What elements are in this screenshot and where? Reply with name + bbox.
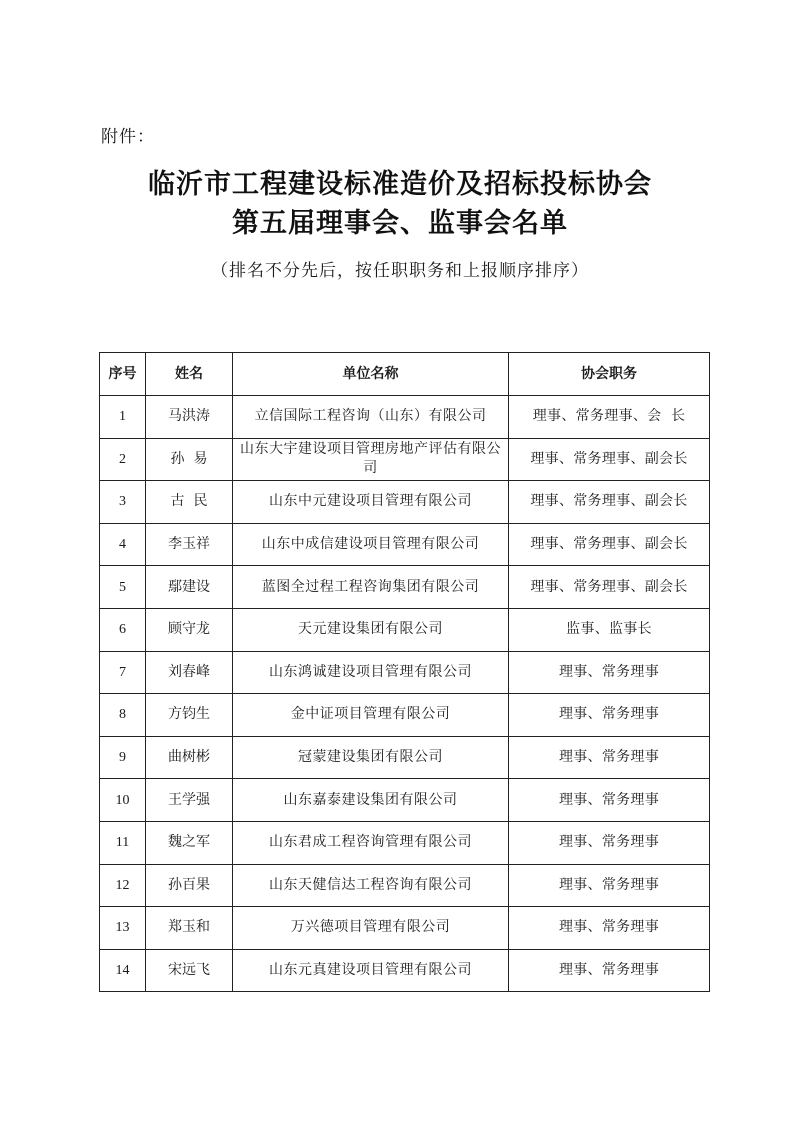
member-position: 理事、常务理事、副会长 [509, 566, 710, 609]
member-name: 魏之军 [146, 821, 233, 864]
member-position: 理事、常务理事、副会长 [509, 481, 710, 524]
member-organization: 万兴德项目管理有限公司 [233, 907, 509, 950]
document-title-line1: 临沂市工程建设标准造价及招标投标协会 [148, 169, 652, 200]
member-name: 刘春峰 [146, 651, 233, 694]
header-serial-number: 序号 [100, 353, 146, 396]
member-name: 宋远飞 [146, 949, 233, 992]
row-number: 10 [100, 779, 146, 822]
member-position: 理事、常务理事、副会长 [509, 438, 710, 481]
member-position: 理事、常务理事 [509, 651, 710, 694]
member-name: 孙百果 [146, 864, 233, 907]
table-row [100, 736, 710, 779]
table-header-row [100, 353, 710, 396]
row-number: 1 [100, 396, 146, 439]
document-subtitle: （排名不分先后，按任职职务和上报顺序排序） [211, 261, 589, 281]
member-organization: 山东中成信建设项目管理有限公司 [233, 523, 509, 566]
member-position: 理事、常务理事 [509, 694, 710, 737]
table-row [100, 864, 710, 907]
member-name: 马洪涛 [146, 396, 233, 439]
member-organization: 山东鸿诚建设项目管理有限公司 [233, 651, 509, 694]
member-name: 郑玉和 [146, 907, 233, 950]
row-number: 4 [100, 523, 146, 566]
member-organization: 冠蒙建设集团有限公司 [233, 736, 509, 779]
member-position: 理事、常务理事 [509, 779, 710, 822]
member-position: 监事、监事长 [509, 608, 710, 651]
member-position: 理事、常务理事 [509, 949, 710, 992]
table-row [100, 694, 710, 737]
row-number: 14 [100, 949, 146, 992]
row-number: 5 [100, 566, 146, 609]
member-position: 理事、常务理事、副会长 [509, 523, 710, 566]
row-number: 9 [100, 736, 146, 779]
table-row [100, 821, 710, 864]
header-organization: 单位名称 [233, 353, 509, 396]
member-name: 古 民 [146, 481, 233, 524]
member-name: 曲树彬 [146, 736, 233, 779]
row-number: 8 [100, 694, 146, 737]
member-organization: 山东嘉泰建设集团有限公司 [233, 779, 509, 822]
header-position: 协会职务 [509, 353, 710, 396]
member-organization: 立信国际工程咨询（山东）有限公司 [233, 396, 509, 439]
member-organization: 山东大宇建设项目管理房地产评估有限公司 [233, 438, 509, 481]
table-row [100, 481, 710, 524]
member-name: 顾守龙 [146, 608, 233, 651]
table-row [100, 651, 710, 694]
row-number: 6 [100, 608, 146, 651]
table-row [100, 608, 710, 651]
member-name: 鄢建设 [146, 566, 233, 609]
row-number: 7 [100, 651, 146, 694]
member-table [99, 352, 710, 992]
row-number: 13 [100, 907, 146, 950]
member-organization: 天元建设集团有限公司 [233, 608, 509, 651]
row-number: 3 [100, 481, 146, 524]
attachment-label: 附件： [101, 127, 155, 147]
member-position: 理事、常务理事 [509, 736, 710, 779]
member-organization: 山东君成工程咨询管理有限公司 [233, 821, 509, 864]
member-organization: 蓝图全过程工程咨询集团有限公司 [233, 566, 509, 609]
member-name: 方钧生 [146, 694, 233, 737]
table-row [100, 396, 710, 439]
member-organization: 山东天健信达工程咨询有限公司 [233, 864, 509, 907]
table-row [100, 438, 710, 481]
table-row [100, 779, 710, 822]
table-row [100, 949, 710, 992]
member-organization: 山东中元建设项目管理有限公司 [233, 481, 509, 524]
member-position: 理事、常务理事、会 长 [509, 396, 710, 439]
row-number: 2 [100, 438, 146, 481]
member-position: 理事、常务理事 [509, 907, 710, 950]
member-name: 王学强 [146, 779, 233, 822]
member-position: 理事、常务理事 [509, 821, 710, 864]
header-name: 姓名 [146, 353, 233, 396]
member-organization: 金中证项目管理有限公司 [233, 694, 509, 737]
row-number: 12 [100, 864, 146, 907]
member-name: 孙 易 [146, 438, 233, 481]
table-row [100, 523, 710, 566]
member-organization: 山东元真建设项目管理有限公司 [233, 949, 509, 992]
table-row [100, 907, 710, 950]
member-name: 李玉祥 [146, 523, 233, 566]
table-row [100, 566, 710, 609]
member-table-body [100, 396, 710, 992]
document-title-line2: 第五届理事会、监事会名单 [232, 208, 568, 239]
member-position: 理事、常务理事 [509, 864, 710, 907]
row-number: 11 [100, 821, 146, 864]
